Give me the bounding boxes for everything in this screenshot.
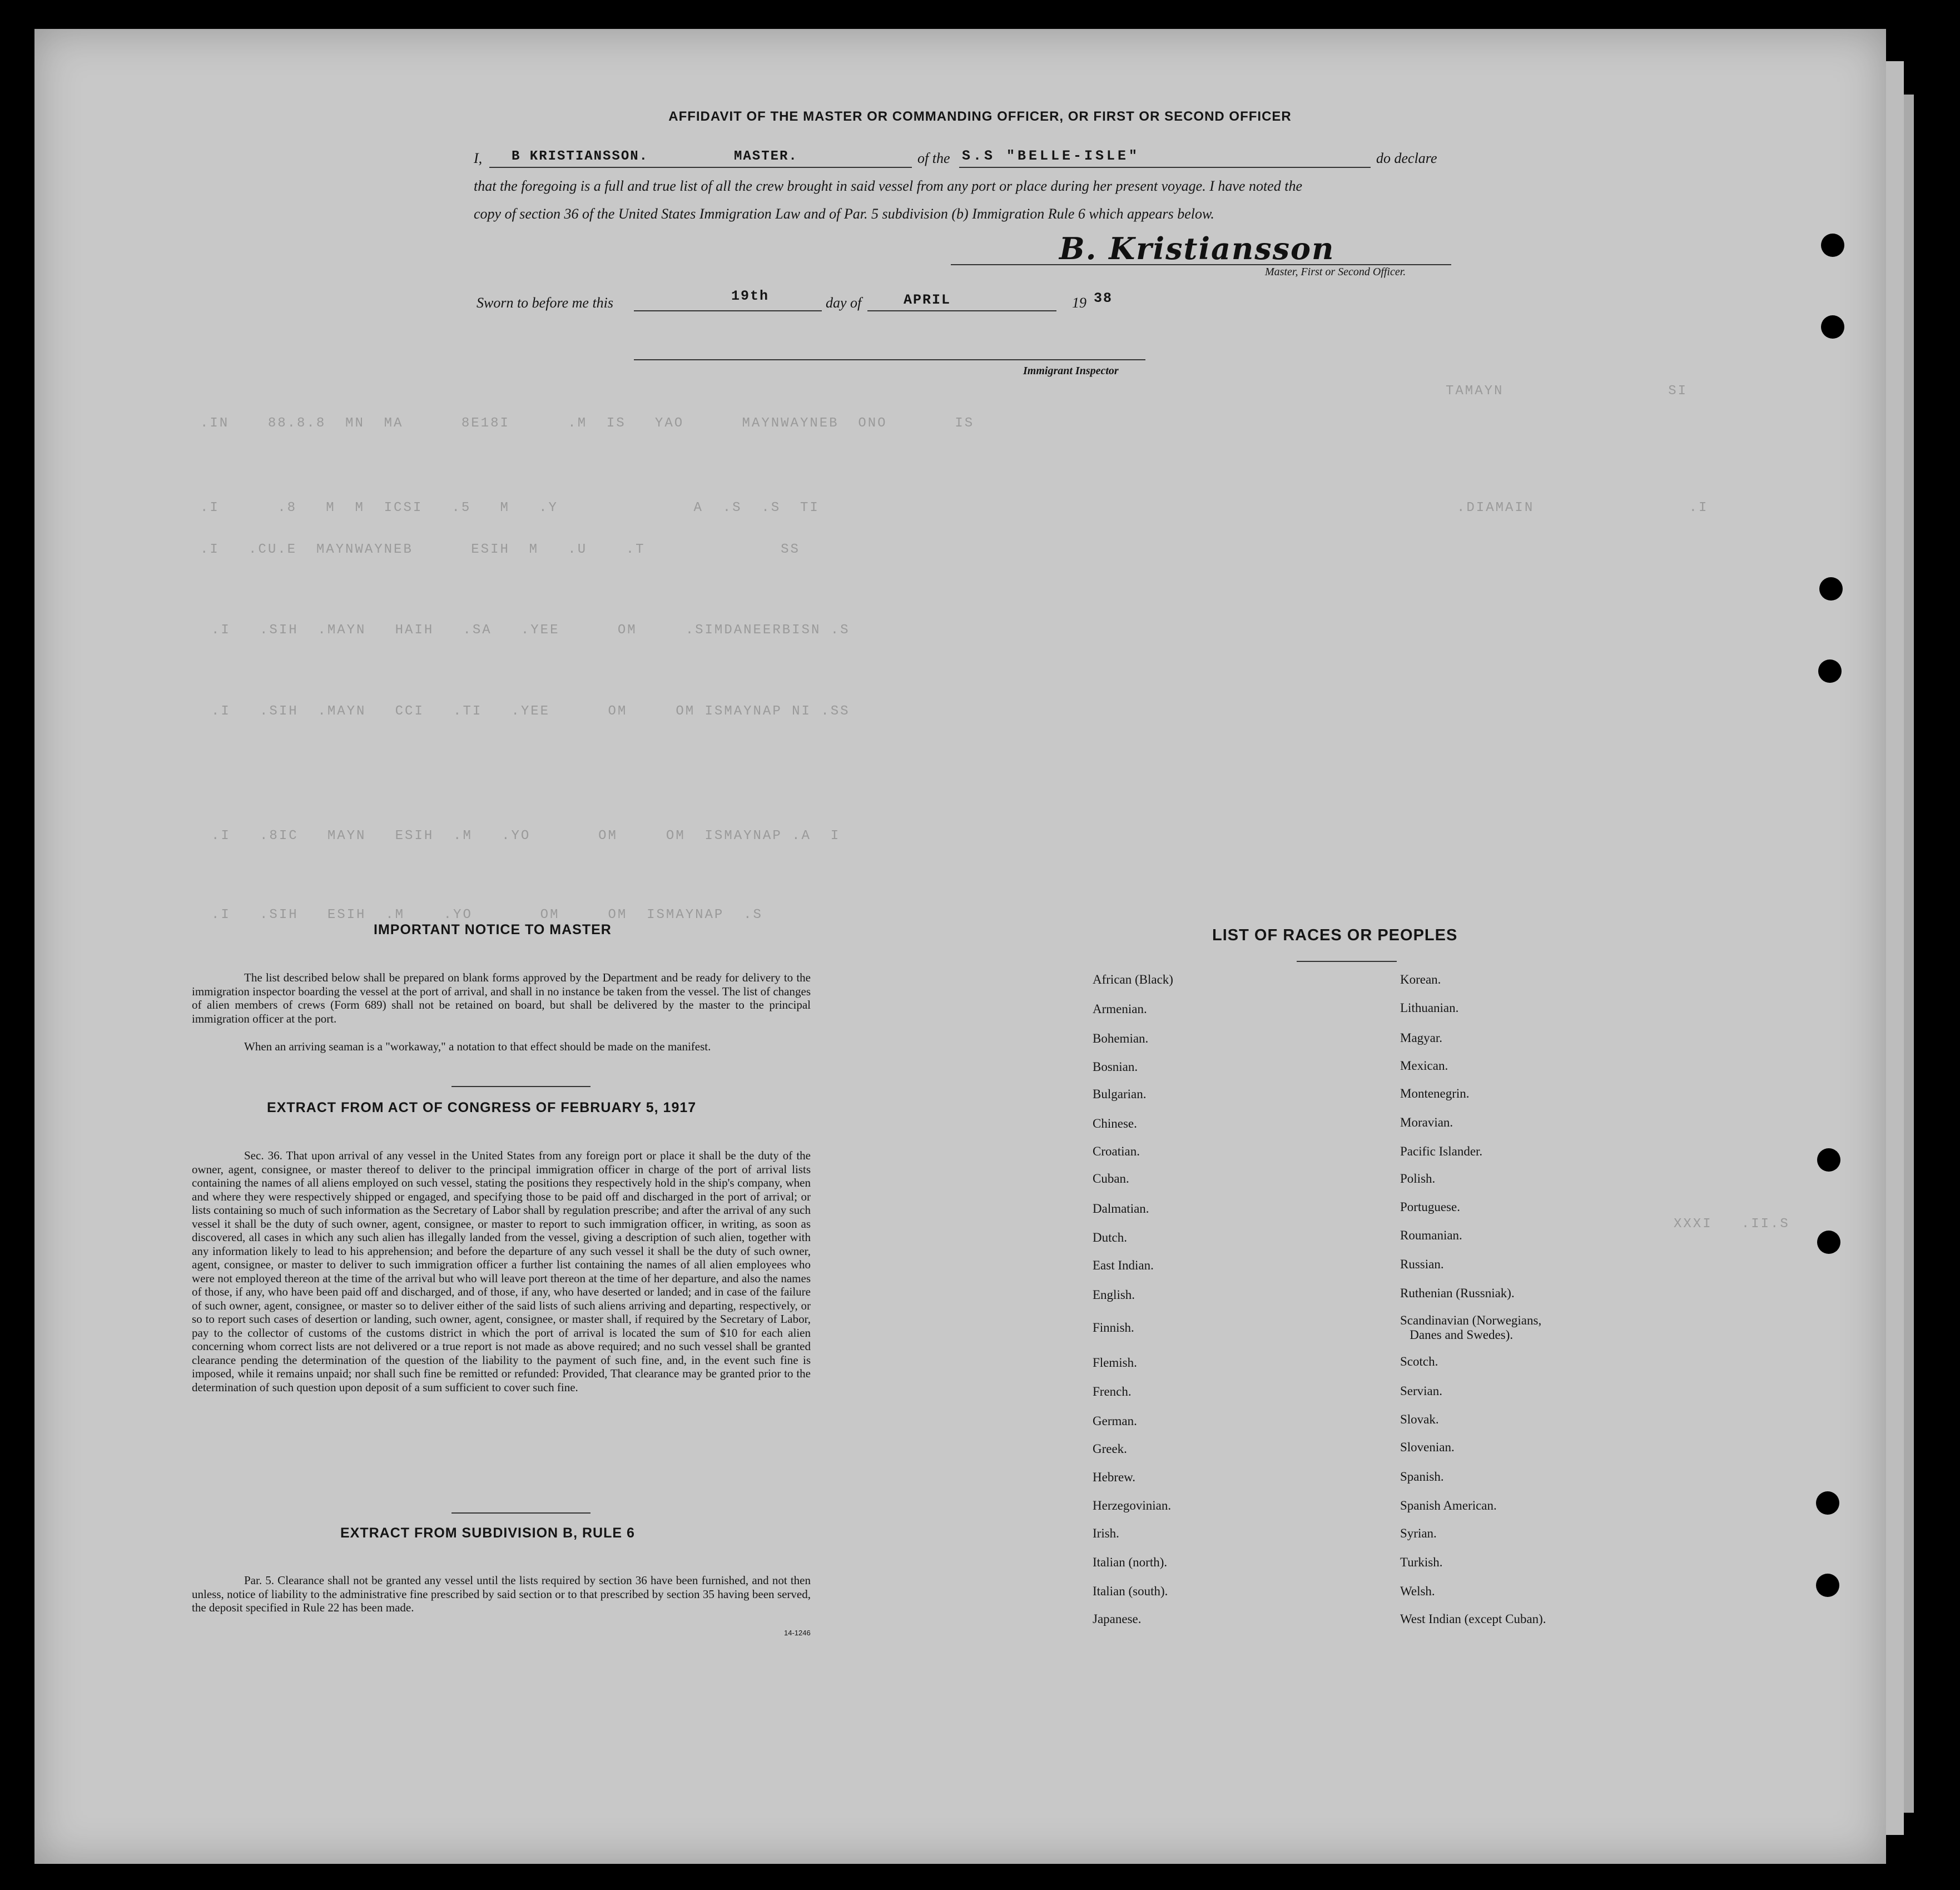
race-list-item: Bulgarian. <box>1093 1087 1147 1101</box>
sworn-day-line <box>634 310 822 311</box>
bleed-through-row: .I .CU.E MAYNWAYNEB ESIH M .U .T SS <box>200 542 800 557</box>
race-list-item: Dutch. <box>1093 1231 1127 1244</box>
race-list-item: Scotch. <box>1400 1355 1438 1368</box>
races-title: LIST OF RACES OR PEOPLES <box>1212 926 1458 944</box>
do-declare-label: do declare <box>1376 150 1437 166</box>
divider <box>451 1086 591 1087</box>
bleed-through-row: XXXI .II.S <box>1674 1217 1790 1232</box>
race-list-item: Moravian. <box>1400 1115 1453 1129</box>
race-list-item: Montenegrin. <box>1400 1087 1470 1100</box>
vessel-name: S.S "BELLE-ISLE" <box>962 148 1140 164</box>
extract-rule-title: EXTRACT FROM SUBDIVISION B, RULE 6 <box>340 1525 635 1541</box>
race-list-item: Greek. <box>1093 1442 1127 1456</box>
sworn-day: 19th <box>731 288 770 304</box>
race-list-item: Syrian. <box>1400 1526 1437 1540</box>
punch-hole <box>1819 577 1843 601</box>
punch-hole <box>1816 1491 1839 1515</box>
of-the-label: of the <box>917 150 950 166</box>
race-list-item: Mexican. <box>1400 1059 1448 1073</box>
bleed-through-row: .DIAMAIN .I <box>1457 500 1709 515</box>
affidavit-line-2: that the foregoing is a full and true list of all the crew brought in said vessel from any port or place during her present voyage. I have noted the <box>474 178 1302 194</box>
divider <box>451 1512 591 1514</box>
race-list-item: German. <box>1093 1414 1137 1428</box>
race-list-item: Welsh. <box>1400 1584 1435 1598</box>
race-list-item: Lithuanian. <box>1400 1001 1459 1015</box>
divider <box>1297 961 1397 962</box>
form-number: 14-1246 <box>784 1629 811 1637</box>
punch-hole <box>1821 234 1844 257</box>
race-list-item: English. <box>1093 1288 1135 1302</box>
race-list-item: Slovak. <box>1400 1412 1439 1426</box>
master-name: B KRISTIANSSON. <box>512 149 649 164</box>
race-list-item: Spanish American. <box>1400 1499 1497 1512</box>
race-list-item: Turkish. <box>1400 1555 1443 1569</box>
race-list-item: Chinese. <box>1093 1117 1137 1130</box>
race-list-item: African (Black) <box>1093 973 1173 986</box>
affidavit-title: AFFIDAVIT OF THE MASTER OR COMMANDING OFFICER, OR FIRST OR SECOND OFFICER <box>668 109 1292 124</box>
master-signature: B. Kristiansson <box>1059 231 1335 266</box>
punch-hole <box>1821 315 1844 339</box>
race-list-item: Scandinavian (Norwegians, Danes and Swedes). <box>1400 1313 1542 1342</box>
race-list-item: French. <box>1093 1385 1132 1398</box>
race-list-item: Bohemian. <box>1093 1031 1149 1045</box>
master-name-line <box>489 167 912 168</box>
year-prefix: 19 <box>1072 295 1086 311</box>
bleed-through-row: .I .SIH .MAYN CCI .TI .YEE OM OM ISMAYNAP NI .SS <box>211 704 850 719</box>
race-list-item: Hebrew. <box>1093 1470 1136 1484</box>
extract-rule-text: Par. 5. Clearance shall not be granted any vessel until the lists required by section 36 have been furnished, and not then unless, notice of liability to the administrative fine prescribed by said section or to that prescribed by section 35 having been served, the deposit specified in Rule 22 has been made. <box>192 1574 811 1614</box>
bleed-through-row: .IN 88.8.8 MN MA 8E18I .M IS YAO MAYNWAYNEB ONO IS <box>200 416 975 431</box>
page-edge <box>1886 61 1904 1835</box>
punch-hole <box>1818 659 1842 683</box>
day-of-label: day of <box>826 295 862 311</box>
race-list-item: Dalmatian. <box>1093 1202 1149 1216</box>
race-list-item: Magyar. <box>1400 1031 1443 1045</box>
extract-act-text: Sec. 36. That upon arrival of any vessel in the United States from any foreign port or place it shall be the duty of the owner, agent, consignee, or master thereof to deliver to the principal immigration officer in charge of the port of arrival lists containing the names of all aliens employed on such vessel, stating the positions they respectively hold in the ship's company, when and where they were respectively shipped or engaged, and specifying those to be paid off and discharged in the port of arrival; or lists containing so much of such information as the Secretary of Labor shall by regulation prescribe; and after the arrival of any such vessel it shall be the duty of such owner, agent, consignee, or master to report to such immigration officer, in writing, as soon as discovered, all cases in which any such alien has illegally landed from the vessel, giving a description of such alien, together with any information likely to lead to his apprehension; and before the departure of any such vessel it shall be the duty of such owner, agent, consignee, or master to deliver to such immigration officer a further list containing the names of all alien employees who were not employed thereon at the time of the arrival but who will leave port thereon at the time of her departure, and also the names of those, if any, who have been paid off and discharged, and of those, if any, who have deserted or landed; and in case of the failure of such owner, agent, consignee, or master so to deliver either of the said lists of such aliens arriving and departing, respectively, or so to report such cases of desertion or landing, such owner, agent, consignee, or master shall, if required by the Secretary of Labor, pay to the collector of customs of the customs district in which the port of arrival is located the sum of $10 for each alien concerning whom correct lists are not delivered or a true report is not made as above required; and no such vessel shall be granted clearance pending the determination of the question of the liability to the payment of such fine, and, in the event such fine is imposed, while it remains unpaid; nor shall such fine be remitted or refunded: Provided, That clearance may be granted prior to the determination of such question upon deposit of a sum sufficient to cover such fine. <box>192 1149 811 1394</box>
inspector-caption: Immigrant Inspector <box>1023 365 1119 377</box>
race-list-item: West Indian (except Cuban). <box>1400 1612 1546 1626</box>
notice-paragraph-2: When an arriving seaman is a "workaway," a notation to that effect should be made on the manifest. <box>244 1040 711 1053</box>
affidavit-i-label: I, <box>474 150 483 166</box>
notice-paragraph-1: The list described below shall be prepared on blank forms approved by the Department and be ready for delivery to the immigration inspector boarding the vessel at the port of arrival, and shall in no instance be taken from the vessel. The list of changes of alien members of crews (Form 689) shall not be retained on board, but shall be delivered by the master to the principal immigration officer at the port. <box>192 971 811 1025</box>
inspector-signature-line <box>634 359 1145 360</box>
race-list-item: Croatian. <box>1093 1144 1140 1158</box>
race-list-item: Japanese. <box>1093 1612 1142 1626</box>
bleed-through-row: TAMAYN SI <box>1446 384 1688 399</box>
race-list-item: Russian. <box>1400 1257 1444 1271</box>
punch-hole <box>1817 1231 1840 1254</box>
month-line <box>867 310 1056 311</box>
race-list-item: East Indian. <box>1093 1258 1154 1272</box>
master-rank: MASTER. <box>734 149 798 164</box>
race-list-item: Herzegovinian. <box>1093 1499 1172 1512</box>
race-list-item: Bosnian. <box>1093 1060 1138 1074</box>
race-list-item: Italian (south). <box>1093 1584 1168 1598</box>
year-suffix: 38 <box>1094 290 1113 306</box>
affidavit-line-3: copy of section 36 of the United States Immigration Law and of Par. 5 subdivision (b) Immigration Rule 6 which appears below. <box>474 206 1214 222</box>
sworn-month: APRIL <box>904 292 951 308</box>
race-list-item: Korean. <box>1400 973 1441 986</box>
race-list-item: Roumanian. <box>1400 1228 1462 1242</box>
bleed-through-row: .I .8 M M ICSI .5 M .Y A .S .S TI <box>200 500 820 515</box>
race-list-item: Pacific Islander. <box>1400 1144 1483 1158</box>
race-list-item: Cuban. <box>1093 1172 1129 1185</box>
sworn-label: Sworn to before me this <box>477 295 614 311</box>
signature-caption: Master, First or Second Officer. <box>1265 266 1406 278</box>
race-list-item: Ruthenian (Russniak). <box>1400 1286 1515 1300</box>
race-list-item: Slovenian. <box>1400 1440 1455 1454</box>
extract-act-title: EXTRACT FROM ACT OF CONGRESS OF FEBRUARY 5, 1917 <box>267 1100 697 1115</box>
race-list-item: Spanish. <box>1400 1470 1444 1484</box>
race-list-item: Polish. <box>1400 1172 1436 1185</box>
bleed-through-row: .I .SIH .MAYN HAIH .SA .YEE OM .SIMDANEERBISN .S <box>211 623 850 638</box>
page-edge <box>1904 95 1914 1813</box>
vessel-name-line <box>959 167 1371 168</box>
bleed-through-row: .I .8IC MAYN ESIH .M .YO OM OM ISMAYNAP .A I <box>211 829 841 844</box>
notice-title: IMPORTANT NOTICE TO MASTER <box>374 922 612 937</box>
race-list-item: Servian. <box>1400 1384 1443 1398</box>
race-list-item: Finnish. <box>1093 1321 1134 1335</box>
bleed-through-row: .I .SIH ESIH .M .YO OM OM ISMAYNAP .S <box>211 907 763 922</box>
race-list-item: Irish. <box>1093 1526 1119 1540</box>
punch-hole <box>1816 1574 1839 1597</box>
race-list-item: Flemish. <box>1093 1356 1137 1370</box>
race-list-item: Italian (north). <box>1093 1555 1168 1569</box>
race-list-item: Armenian. <box>1093 1002 1147 1016</box>
punch-hole <box>1817 1148 1840 1172</box>
race-list-item: Portuguese. <box>1400 1200 1460 1214</box>
